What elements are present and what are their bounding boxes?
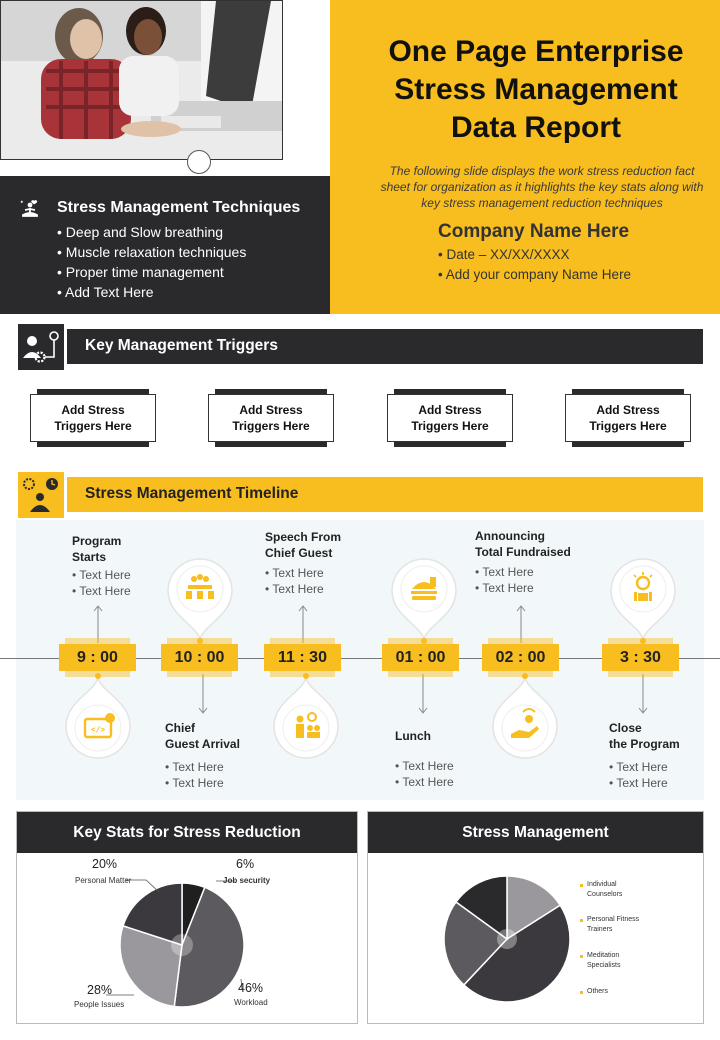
trigger-card-text (208, 394, 334, 442)
trigger-line-1: Add Stress (418, 403, 482, 417)
fundraising-icon (489, 672, 561, 762)
trigger-line-2: Triggers Here (589, 419, 667, 433)
event-detail: • Text Here (165, 776, 224, 790)
pie-center-highlight (497, 929, 517, 949)
pie-label-name: Personal Matter (75, 876, 132, 885)
event-title-line-1: Program (72, 534, 122, 548)
event-detail-text: Text Here (172, 760, 224, 774)
trigger-line-2: Triggers Here (411, 419, 489, 433)
food-icon (388, 555, 460, 645)
time-badge: 10 : 00 (161, 644, 238, 671)
event-detail-text: Text Here (272, 566, 324, 580)
trigger-line-1: Add Stress (61, 403, 125, 417)
pie-label-value: 46% (238, 981, 264, 995)
time-badge: 11 : 30 (264, 644, 341, 671)
event-detail-text: Text Here (482, 581, 534, 595)
subtitle-line-2: sheet for organization as it highlights the key stats along with (380, 180, 704, 194)
time-badge: 01 : 00 (382, 644, 459, 671)
trigger-line-2: Triggers Here (54, 419, 132, 433)
legend-text (587, 915, 639, 935)
timeline-title: Stress Management Timeline (85, 485, 299, 502)
meditation-icon (18, 198, 42, 220)
timeline-event-3 (265, 529, 341, 597)
timeline-event-5 (475, 528, 571, 596)
time-badge: 02 : 00 (482, 644, 559, 671)
legend-item (580, 915, 639, 935)
event-detail: • Text Here (475, 581, 534, 595)
company-add-name-text: Add your company Name Here (445, 267, 632, 282)
legend-dot (580, 991, 583, 994)
legend-line-2: Trainers (587, 926, 613, 933)
legend-text (587, 880, 622, 900)
company-date: • Date – XX/XX/XXXX (438, 247, 570, 262)
key-stats-pie-chart (16, 852, 358, 1024)
company-date-text: Date – XX/XX/XXXX (446, 247, 570, 262)
group-meeting-icon (164, 555, 236, 645)
time-badge: 3 : 30 (602, 644, 679, 671)
event-detail: • Text Here (609, 760, 668, 774)
legend-line-2: Counselors (587, 891, 623, 898)
event-title-line-2: Total Fundraised (475, 545, 571, 559)
pie-center-highlight (171, 934, 193, 956)
stress-management-pie-chart (367, 852, 704, 1024)
timeline-event-1 (72, 533, 131, 599)
event-title-line-1: Speech From (265, 530, 342, 544)
techniques-title: Stress Management Techniques (57, 199, 301, 216)
event-title-line-1: Close (609, 721, 642, 735)
timeline-event-4 (395, 728, 454, 790)
pie-label-name: People Issues (74, 1000, 125, 1009)
event-title-line-1: Chief (165, 721, 195, 735)
triggers-section-icon (18, 324, 64, 370)
legend-item (580, 951, 620, 971)
photo-decorative-circle (187, 150, 211, 174)
trigger-line-1: Add Stress (596, 403, 660, 417)
triggers-title: Key Management Triggers (85, 337, 278, 354)
technique-item-text: Deep and Slow breathing (65, 224, 224, 240)
event-detail: • Text Here (475, 565, 534, 579)
event-detail: • Text Here (395, 759, 454, 773)
event-detail-text: Text Here (482, 565, 534, 579)
trigger-card (387, 389, 513, 447)
trigger-card (565, 389, 691, 447)
subtitle-line-3: key stress management reduction techniques (421, 196, 663, 210)
technique-item: • Muscle relaxation techniques (57, 244, 247, 260)
event-detail: • Text Here (165, 760, 224, 774)
event-title-line-1: Lunch (395, 729, 431, 743)
event-title-line-2: Chief Guest (265, 546, 333, 560)
title-line-2: Stress Management (394, 73, 678, 106)
event-detail: • Text Here (72, 584, 131, 598)
title-line-3: Data Report (450, 111, 622, 144)
event-detail: • Text Here (609, 776, 668, 790)
stress-management-title: Stress Management (368, 812, 703, 853)
office-photo (0, 0, 283, 160)
event-detail: • Text Here (72, 568, 131, 582)
legend-dot (580, 919, 583, 922)
technique-item: • Add Text Here (57, 284, 154, 300)
legend-line-1: Personal Fitness (587, 916, 640, 923)
legend-text (587, 951, 620, 971)
pie-label-name: Workload (234, 998, 268, 1007)
event-title-line-2: the Program (609, 737, 680, 751)
legend-item (580, 880, 622, 900)
legend-line-2: Specialists (587, 962, 621, 969)
trigger-card (208, 389, 334, 447)
event-title-line-2: Starts (72, 550, 107, 564)
technique-item: • Deep and Slow breathing (57, 224, 224, 240)
event-detail: • Text Here (395, 775, 454, 789)
event-detail-text: Text Here (79, 568, 131, 582)
pie-label-value: 20% (92, 857, 118, 871)
technique-item-text: Add Text Here (65, 284, 154, 300)
time-badge: 9 : 00 (59, 644, 136, 671)
title-line-1: One Page Enterprise (388, 35, 684, 68)
key-stats-title: Key Stats for Stress Reduction (17, 812, 357, 853)
page-subtitle (372, 163, 712, 211)
svg-text:</>: </> (90, 725, 106, 734)
legend-dot (580, 955, 583, 958)
event-detail-text: Text Here (616, 760, 668, 774)
event-detail-text: Text Here (616, 776, 668, 790)
event-detail-text: Text Here (79, 584, 131, 598)
event-detail: • Text Here (265, 566, 324, 580)
pie-label-value: 28% (87, 983, 113, 997)
company-name: Company Name Here (438, 221, 630, 242)
presentation-icon (270, 672, 342, 762)
event-detail-text: Text Here (402, 759, 454, 773)
subtitle-line-1: The following slide displays the work stress reduction fact (389, 164, 695, 178)
legend-dot (580, 884, 583, 887)
trigger-card-text (30, 394, 156, 442)
legend-item (580, 987, 608, 997)
arrow-down-icon (196, 672, 210, 716)
legend-text (587, 987, 608, 997)
event-title-line-2: Guest Arrival (165, 737, 240, 751)
timeline-section-icon (18, 472, 64, 518)
pie-label-name: Job security (223, 876, 271, 885)
trigger-line-2: Triggers Here (232, 419, 310, 433)
page-title (350, 33, 720, 147)
trigger-card-text (387, 394, 513, 442)
legend-line-1: Others (587, 988, 609, 995)
event-detail-text: Text Here (272, 582, 324, 596)
event-detail-text: Text Here (172, 776, 224, 790)
technique-item-text: Proper time management (65, 264, 224, 280)
trigger-card-text (565, 394, 691, 442)
timeline-event-2 (165, 720, 240, 791)
event-detail: • Text Here (265, 582, 324, 596)
trigger-card (30, 389, 156, 447)
legend-line-1: Meditation (587, 952, 620, 959)
office-photo-illustration (1, 1, 283, 160)
technique-item-text: Muscle relaxation techniques (65, 244, 247, 260)
event-title-line-1: Announcing (475, 529, 545, 543)
trigger-line-1: Add Stress (239, 403, 303, 417)
technique-item: • Proper time management (57, 264, 224, 280)
arrow-down-icon (416, 672, 430, 716)
legend-line-1: Individual (587, 881, 617, 888)
timeline-event-6 (609, 720, 680, 791)
pie-label-value: 6% (236, 857, 255, 871)
arrow-down-icon (636, 672, 650, 716)
coding-icon (62, 672, 134, 762)
company-add-name: • Add your company Name Here (438, 267, 632, 282)
event-detail-text: Text Here (402, 775, 454, 789)
idea-icon (607, 555, 679, 645)
